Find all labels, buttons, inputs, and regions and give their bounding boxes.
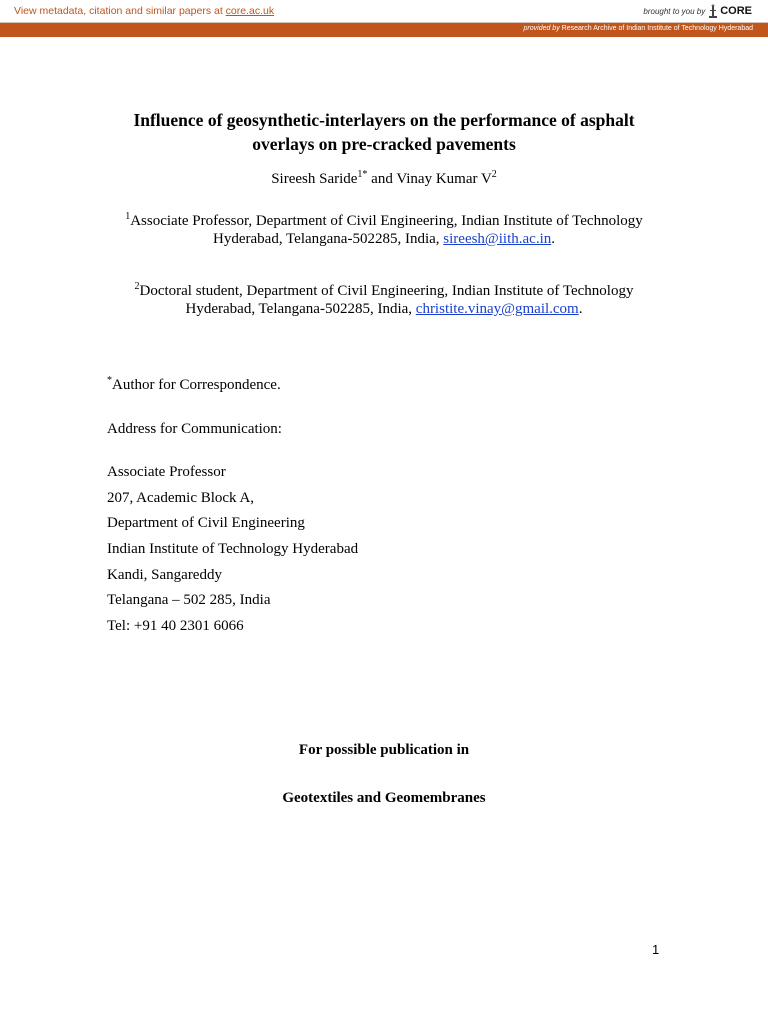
authors-line [60, 169, 708, 189]
affiliation-2-email-link[interactable]: christite.vinay@gmail.com [415, 301, 579, 317]
title-line-1: Influence of geosynthetic-interlayers on the performance of asphalt [133, 110, 635, 130]
core-link[interactable]: core.ac.uk [225, 5, 275, 17]
brought-by [643, 4, 752, 18]
publication-label: For possible publication in [298, 742, 470, 758]
address-line: Telangana – 502 285, India [107, 592, 271, 609]
provided-by-label: provided by [523, 25, 560, 32]
core-tower-icon [708, 4, 718, 18]
core-logo[interactable] [708, 4, 752, 18]
core-top-bar [0, 0, 768, 23]
affiliation-1-email-link[interactable]: sireesh@iith.ac.in [443, 231, 552, 247]
address-line: Indian Institute of Technology Hyderabad [107, 541, 359, 558]
page-number: 1 [652, 942, 660, 957]
affiliation-1-superscript: 1 [125, 211, 131, 222]
author-conjunction: and [367, 171, 397, 187]
affiliation-2-line-2: Hyderabad, Telangana-502285, India, [185, 301, 416, 317]
journal-name: Geotextiles and Geomembranes [282, 790, 486, 806]
core-logo-text: CORE [720, 5, 752, 17]
address-line: Associate Professor [107, 464, 226, 480]
address-heading: Address for Communication: [107, 421, 282, 437]
provided-by-source: Research Archive of Indian Institute of Technology Hyderabad [561, 25, 753, 32]
title-line-2: overlays on pre-cracked pavements [252, 134, 516, 154]
address-line: Tel: +91 40 2301 6066 [107, 618, 244, 635]
author-2: Vinay Kumar V [396, 171, 492, 187]
affiliation-2-superscript: 2 [134, 281, 140, 292]
affiliation-1-period: . [551, 231, 555, 247]
author-1: Sireesh Saride [271, 171, 358, 187]
author-2-superscript: 2 [491, 169, 497, 180]
affiliation-2-period: . [578, 301, 583, 317]
affiliation-2-line-1: Doctoral student, Department of Civil Engineering, Indian Institute of Technology [139, 283, 634, 299]
address-line: Kandi, Sangareddy [107, 566, 222, 583]
affiliation-1 [80, 212, 688, 248]
address-line: 207, Academic Block A, [107, 489, 255, 506]
affiliation-1-line-1: Associate Professor, Department of Civil Engineering, Indian Institute of Technology [130, 213, 643, 229]
correspondence-note [107, 376, 281, 394]
brought-by-label: brought to you by [643, 6, 706, 16]
provided-by-text[interactable] [524, 25, 753, 32]
provided-by-bar [0, 23, 768, 37]
view-metadata-label: View metadata, citation and similar papers at [14, 5, 226, 17]
author-1-superscript: 1* [357, 169, 368, 180]
correspondence-text: Author for Correspondence. [112, 377, 281, 393]
affiliation-2 [80, 282, 688, 318]
address-block [107, 463, 358, 643]
correspondence-superscript: * [107, 375, 112, 386]
affiliation-1-line-2: Hyderabad, Telangana-502285, India, [213, 231, 444, 247]
address-line: Department of Civil Engineering [107, 515, 305, 532]
view-metadata-text [14, 5, 274, 17]
paper-title [60, 108, 708, 156]
